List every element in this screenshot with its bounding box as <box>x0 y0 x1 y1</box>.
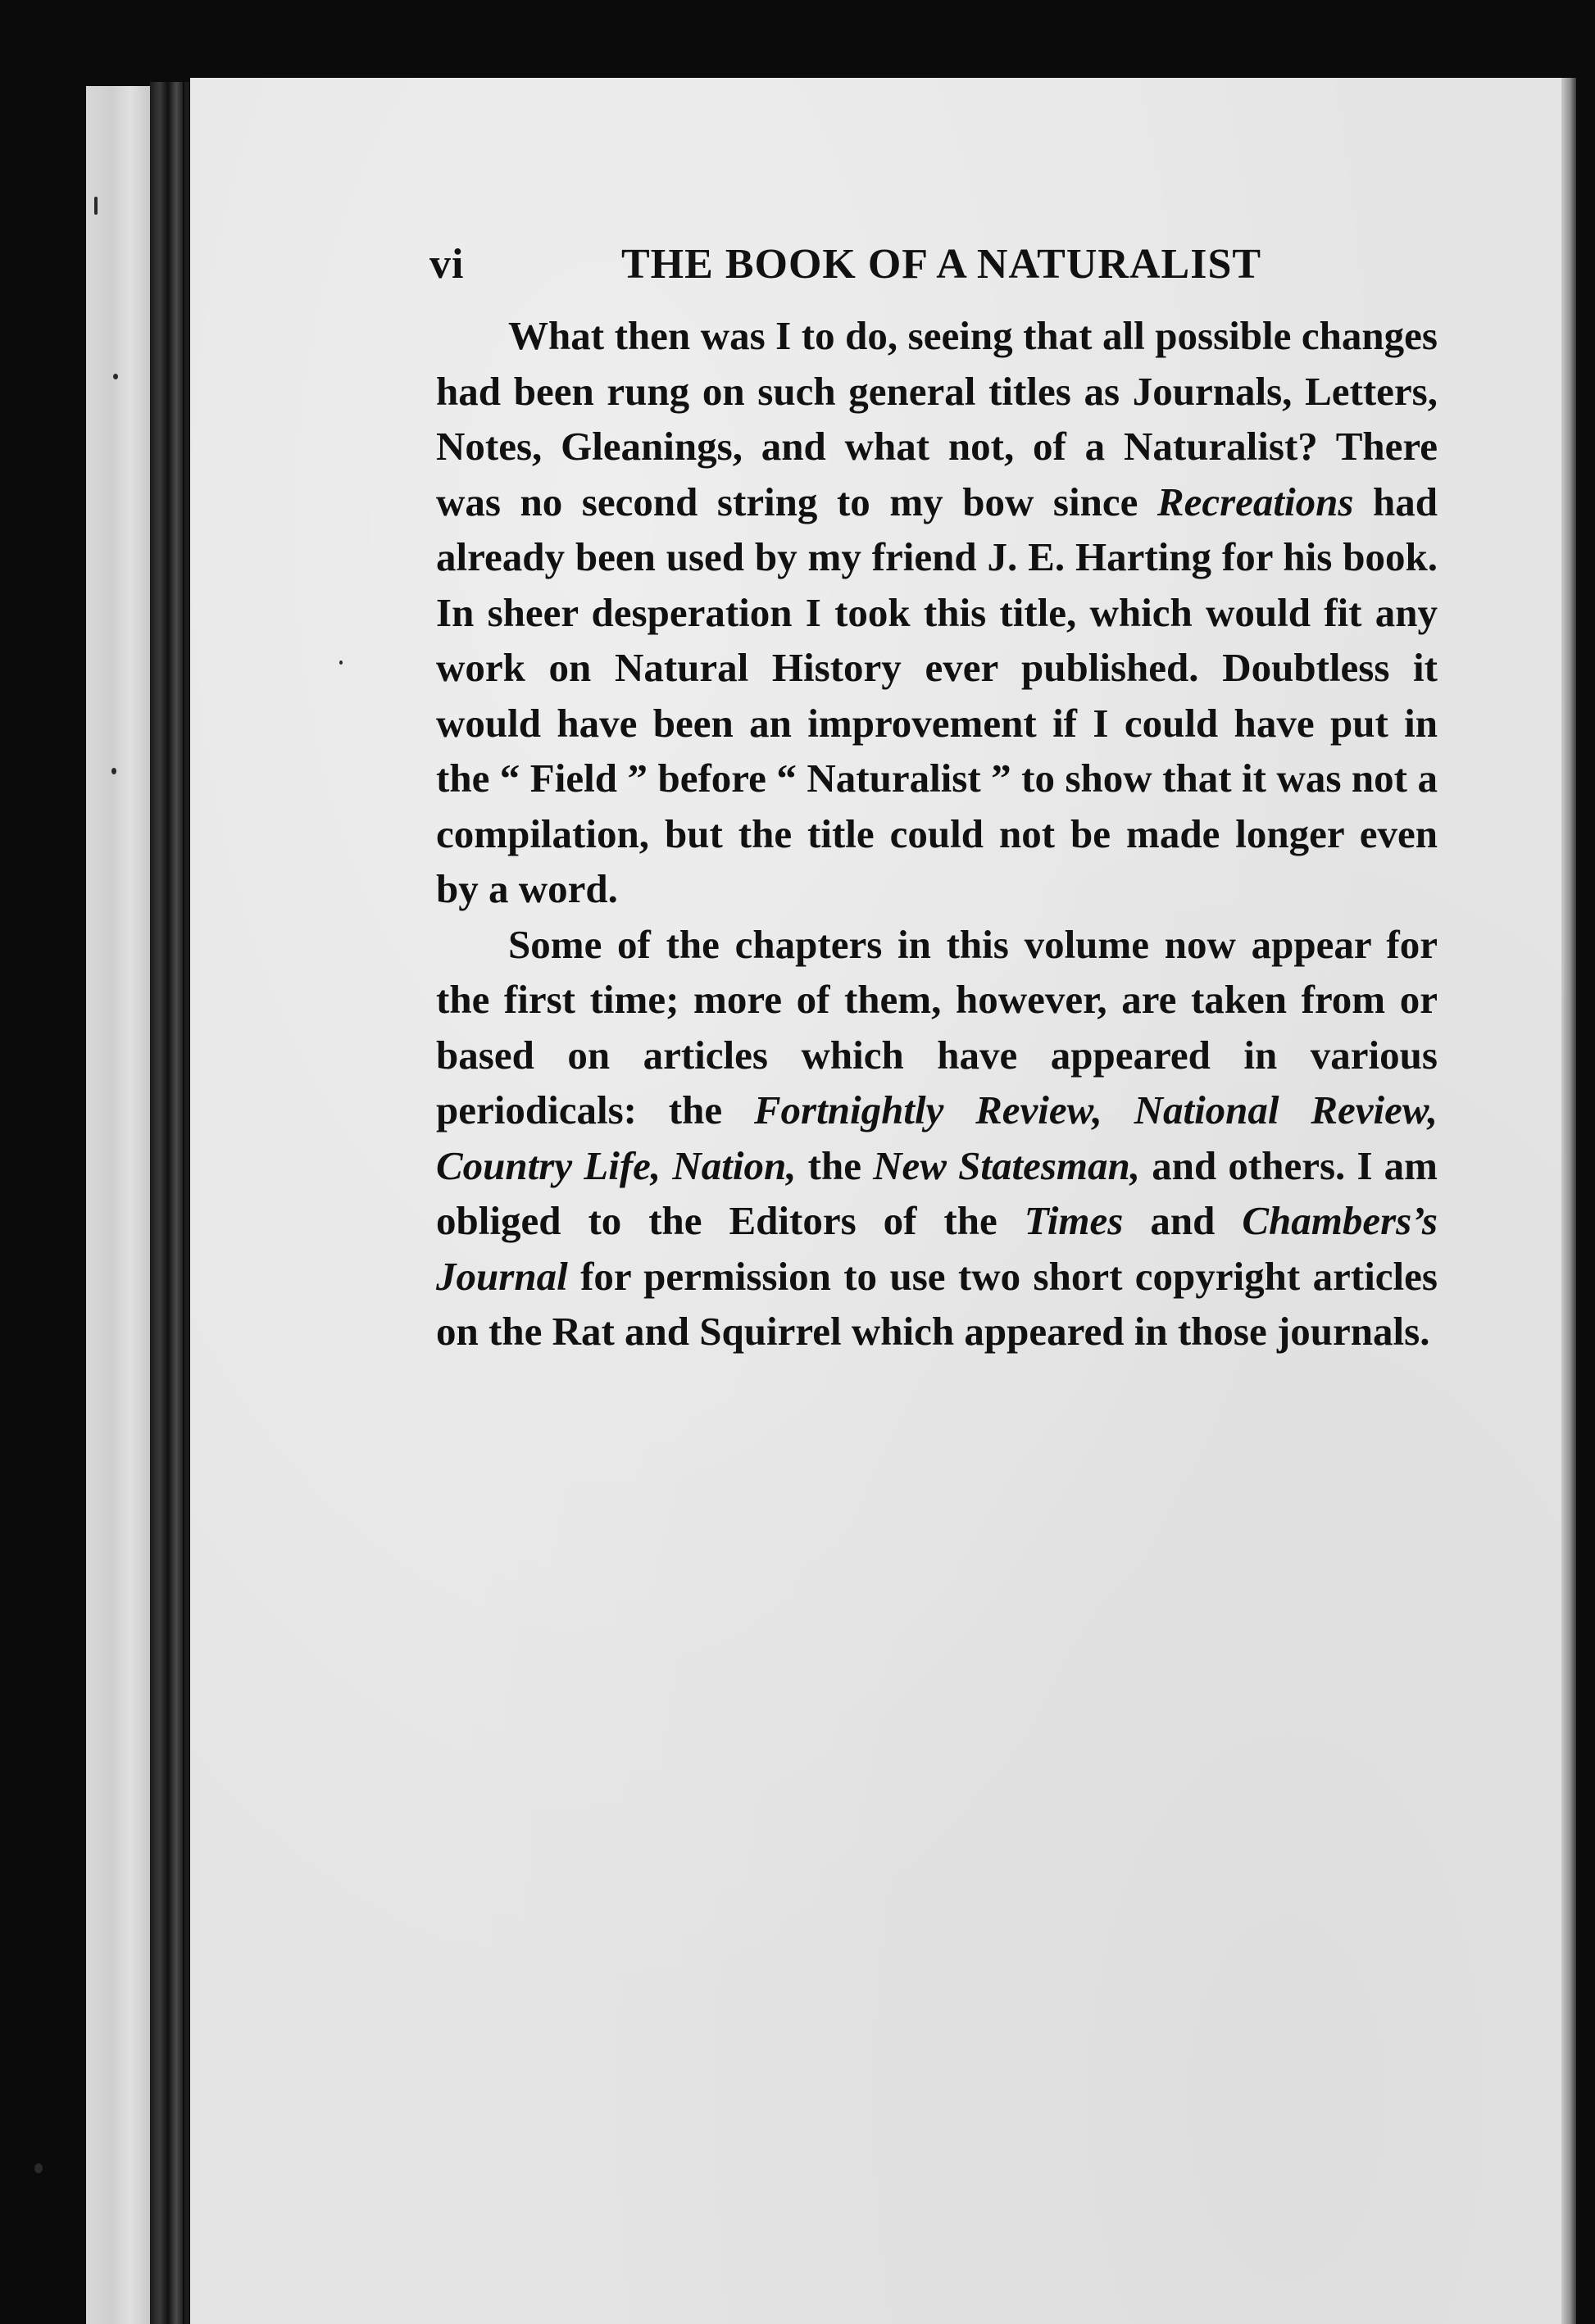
scan-border-right <box>1576 0 1595 2324</box>
dust-speck <box>113 374 118 379</box>
italic-title: Recreations <box>1156 479 1354 524</box>
text-run: had already been used by my friend J. E. Harting for his book. In sheer desperation I took this title, which would fit any work on Natural History ever published. Doubtless it would have been an improvement if I could have put in the “ Field ” before “ Naturalist ” to show that it was not a compilation, but the title could not be made longer even by a word. <box>436 479 1438 911</box>
italic-title: Fortnightly Review, National Review, Country Life, Nation, <box>436 1087 1438 1188</box>
italic-title: Chambers’s Journal <box>436 1198 1438 1299</box>
text-run: What then was I to do, seeing that all possible changes had been rung on such general titles as Journals, Letters, Notes, Gleanings, and what not, of a Naturalist? There was no second string to my bow since <box>436 313 1438 524</box>
running-title: THE BOOK OF A NATURALIST <box>621 241 1262 288</box>
body-text <box>436 308 1438 1359</box>
text-run: for permission to use two short copyright articles on the Rat and Squirrel which appeared in those journals. <box>436 1253 1438 1354</box>
paragraph <box>436 308 1438 917</box>
text-run: Some of the chapters in this volume now appear for the first time; more of them, however, are taken from or based on articles which have appeared in various periodicals: the <box>436 921 1438 1132</box>
binding-gutter <box>86 86 150 2324</box>
running-head <box>239 236 1288 302</box>
text-run: and <box>1123 1198 1243 1243</box>
text-run: the <box>796 1142 874 1188</box>
italic-title: New Statesman, <box>873 1142 1141 1188</box>
dust-speck <box>94 197 98 215</box>
paragraph <box>436 917 1438 1359</box>
page-right-edge <box>1561 78 1576 2324</box>
italic-title: Times <box>1024 1198 1124 1243</box>
page-number: vi <box>429 241 465 288</box>
page-edge-line <box>184 82 189 2324</box>
binding-shadow <box>150 82 183 2324</box>
dust-speck <box>34 2163 43 2173</box>
dust-speck <box>111 768 116 774</box>
dust-speck <box>339 660 343 665</box>
text-run: and others. I am obliged to the Editors of the <box>436 1142 1438 1243</box>
